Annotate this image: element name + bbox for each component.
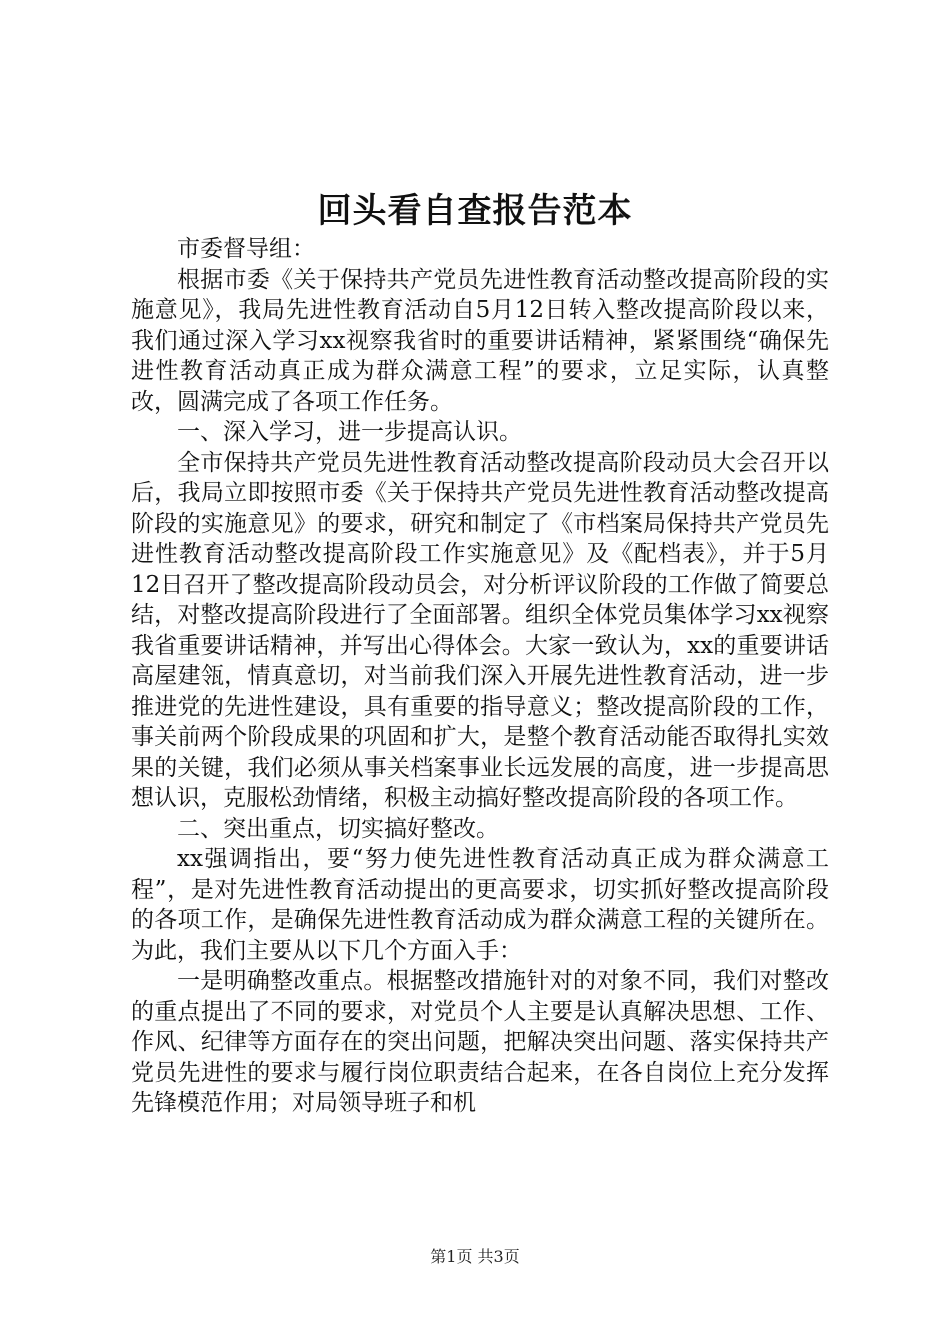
paragraph: 一是明确整改重点。根据整改措施针对的对象不同，我们对整改的重点提出了不同的要求，对党员个人主要是认真解决思想、工作、作风、纪律等方面存在的突出问题，把解决突出问题、落实保持共产党员先进性的要求与履行岗位职责结合起来，在各自岗位上充分发挥先锋模范作用；对局领导班子和机 <box>131 968 829 1116</box>
salutation: 市委督导组： <box>177 236 315 262</box>
document-body <box>131 234 829 1119</box>
paragraph: 根据市委《关于保持共产党员先进性教育活动整改提高阶段的实施意见》，我局先进性教育活动自5月12日转入整改提高阶段以来，我们通过深入学习xx视察我省时的重要讲话精神，紧紧围绕“确保先进性教育活动真正成为群众满意工程”的要求，立足实际，认真整改，圆满完成了各项工作任务。 <box>131 266 829 415</box>
section-heading: 一、深入学习，进一步提高认识。 <box>177 419 522 445</box>
section-heading: 二、突出重点，切实搞好整改。 <box>177 815 499 842</box>
paragraph: xx强调指出，要“努力使先进性教育活动真正成为群众满意工程”，是对先进性教育活动提出的更高要求，切实抓好整改提高阶段的各项工作，是确保先进性教育活动成为群众满意工程的关键所在。为此，我们主要从以下几个方面入手： <box>131 846 829 964</box>
page-footer: 第1页 共3页 <box>430 1247 520 1266</box>
document-title: 回头看自查报告范本 <box>317 191 633 231</box>
paragraph: 全市保持共产党员先进性教育活动整改提高阶段动员大会召开以后，我局立即按照市委《关于保持共产党员先进性教育活动整改提高阶段的实施意见》的要求，研究和制定了《市档案局保持共产党员先进性教育活动整改提高阶段工作实施意见》及《配档表》，并于5月12日召开了整改提高阶段动员会，对分析评议阶段的工作做了简要总结，对整改提高阶段进行了全面部署。组织全体党员集体学习xx视察我省重要讲话精神，并写出心得体会。大家一致认为，xx的重要讲话高屋建瓴，情真意切，对当前我们深入开展先进性教育活动，进一步推进党的先进性建设，具有重要的指导意义；整改提高阶段的工作，事关前两个阶段成果的巩固和扩大，是整个教育活动能否取得扎实效果的关键，我们必须从事关档案事业长远发展的高度，进一步提高思想认识，克服松劲情绪，积极主动搞好整改提高阶段的各项工作。 <box>131 449 829 811</box>
